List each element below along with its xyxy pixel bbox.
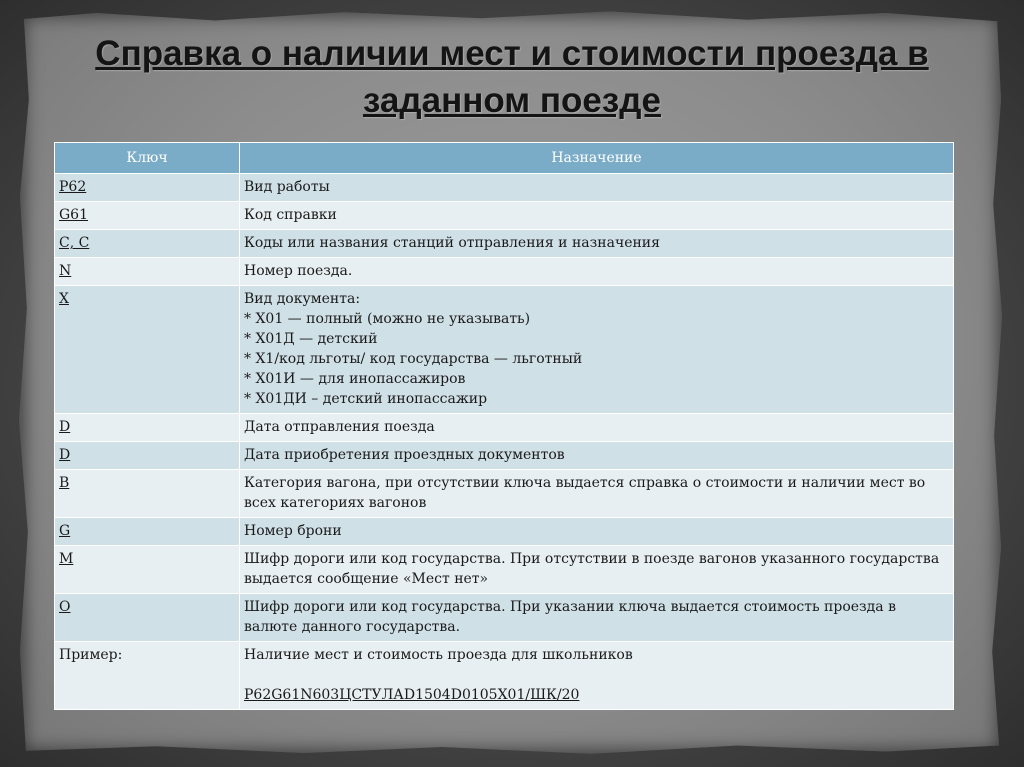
table-row bbox=[55, 594, 954, 642]
table-row bbox=[55, 202, 954, 230]
row-key: В bbox=[59, 475, 70, 491]
row-description: Коды или названия станций отправления и назначения bbox=[240, 230, 954, 258]
example-label: Пример: bbox=[55, 642, 240, 710]
row-key: N bbox=[59, 263, 72, 279]
table-header-row bbox=[55, 143, 954, 174]
row-description: Номер поезда. bbox=[240, 258, 954, 286]
row-description: Вид работы bbox=[240, 174, 954, 202]
example-description: Наличие мест и стоимость проезда для школьников bbox=[244, 647, 633, 663]
table-row bbox=[55, 470, 954, 518]
row-key: G61 bbox=[59, 207, 88, 223]
row-description: Шифр дороги или код государства. При указании ключа выдается стоимость проезда в валюте данного государства. bbox=[240, 594, 954, 642]
row-key: М bbox=[59, 551, 74, 567]
row-description: Дата отправления поезда bbox=[240, 414, 954, 442]
row-key: С, С bbox=[59, 235, 90, 251]
row-key: G bbox=[59, 523, 71, 539]
row-key: Х bbox=[59, 291, 69, 307]
row-description: Категория вагона, при отсутствии ключа выдается справка о стоимости и наличии мест во всех категориях вагонов bbox=[240, 470, 954, 518]
row-description: Шифр дороги или код государства. При отсутствии в поезде вагонов указанного государства выдается сообщение «Мест нет» bbox=[240, 546, 954, 594]
table-row bbox=[55, 518, 954, 546]
table-row bbox=[55, 414, 954, 442]
row-key: D bbox=[59, 447, 71, 463]
header-purpose: Назначение bbox=[240, 143, 954, 174]
row-description: Вид документа: * Х01 — полный (можно не указывать) * Х01Д — детский * Х1/код льготы/ код государства — льготный * Х01И — для инопассажиров * Х01ДИ – детский инопассажир bbox=[240, 286, 954, 414]
table-row bbox=[55, 174, 954, 202]
example-cell bbox=[240, 642, 954, 710]
table-row bbox=[55, 546, 954, 594]
table-row bbox=[55, 286, 954, 414]
reference-table bbox=[54, 142, 954, 710]
table-row bbox=[55, 442, 954, 470]
row-key: Р62 bbox=[59, 179, 87, 195]
example-row bbox=[55, 642, 954, 710]
example-code: Р62G61N603ЦСТУЛАD1504D0105Х01/ШК/20 bbox=[244, 687, 580, 703]
row-key: D bbox=[59, 419, 71, 435]
page-title: Справка о наличии мест и стоимости проезда в заданном поезде bbox=[95, 34, 929, 120]
table-row bbox=[55, 258, 954, 286]
row-description: Дата приобретения проездных документов bbox=[240, 442, 954, 470]
row-key: О bbox=[59, 599, 71, 615]
row-description: Номер брони bbox=[240, 518, 954, 546]
row-description: Код справки bbox=[240, 202, 954, 230]
header-key: Ключ bbox=[55, 143, 240, 174]
table-row bbox=[55, 230, 954, 258]
